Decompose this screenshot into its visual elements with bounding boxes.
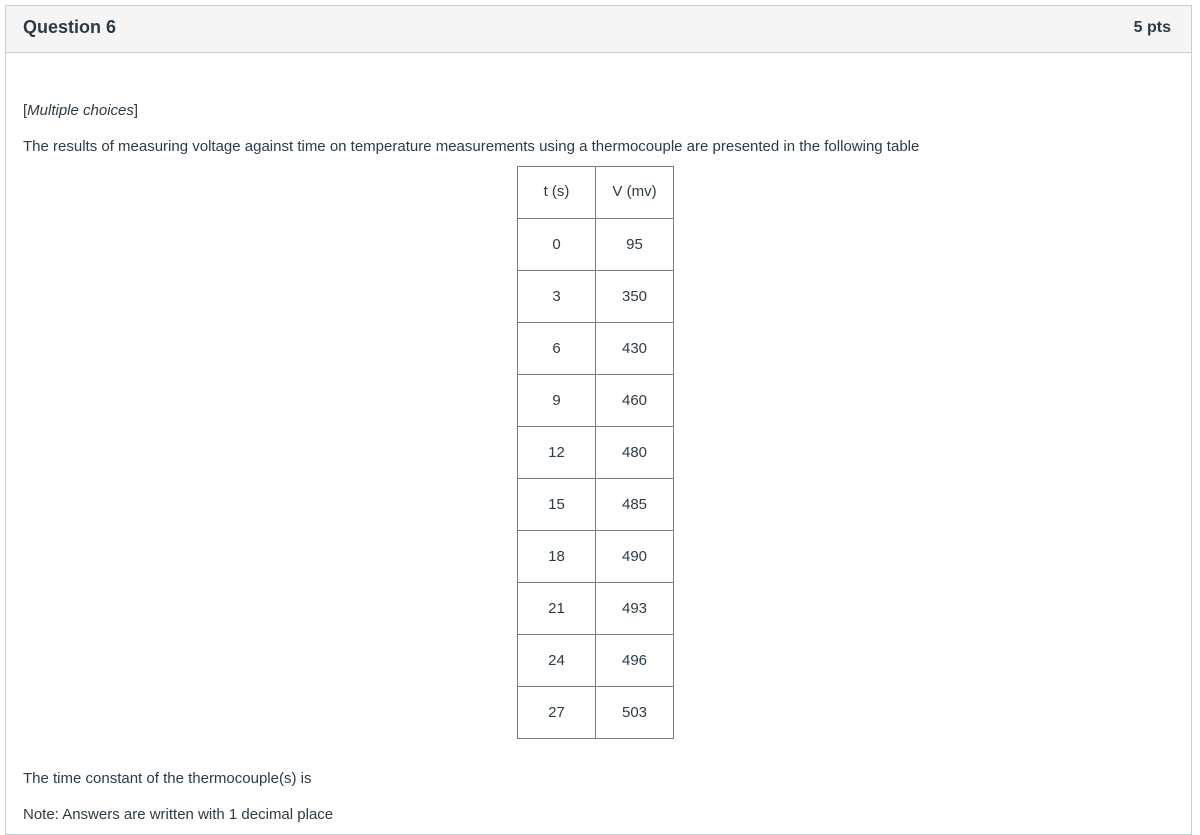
question-intro: The results of measuring voltage against time on temperature measurements using a thermocouple are presented in the following table <box>23 138 920 155</box>
tag-close-bracket: ] <box>133 102 139 119</box>
cell-time: 18 <box>518 531 596 583</box>
cell-voltage: 496 <box>596 635 674 687</box>
cell-voltage: 503 <box>596 687 674 739</box>
question-title: Question 6 <box>23 17 117 37</box>
table-row <box>518 635 674 687</box>
question-prompt: The time constant of the thermocouple(s) is <box>23 770 312 787</box>
cell-voltage: 485 <box>596 479 674 531</box>
column-header-voltage: V (mv) <box>596 167 674 219</box>
table-row <box>518 531 674 583</box>
cell-time: 21 <box>518 583 596 635</box>
tag-open-bracket: [ <box>23 102 28 119</box>
cell-time: 12 <box>518 427 596 479</box>
cell-time: 6 <box>518 323 596 375</box>
cell-time: 24 <box>518 635 596 687</box>
cell-voltage: 480 <box>596 427 674 479</box>
cell-voltage: 95 <box>596 219 674 271</box>
tag-text: Multiple choices <box>27 102 134 119</box>
question-points: 5 pts <box>1133 19 1171 36</box>
table-row <box>518 271 674 323</box>
table-row <box>518 219 674 271</box>
question-type-tag <box>23 102 138 119</box>
table-row <box>518 427 674 479</box>
cell-time: 15 <box>518 479 596 531</box>
cell-voltage: 430 <box>596 323 674 375</box>
cell-time: 9 <box>518 375 596 427</box>
column-header-time: t (s) <box>518 167 596 219</box>
answer-format-note: Note: Answers are written with 1 decimal place <box>23 806 334 823</box>
table-row <box>518 687 674 739</box>
cell-voltage: 493 <box>596 583 674 635</box>
question-card <box>5 5 1192 835</box>
table-header-row <box>518 167 674 219</box>
table-row <box>518 583 674 635</box>
cell-time: 3 <box>518 271 596 323</box>
table-row <box>518 323 674 375</box>
table-row <box>518 375 674 427</box>
cell-time: 27 <box>518 687 596 739</box>
question-header <box>6 6 1191 53</box>
cell-time: 0 <box>518 219 596 271</box>
cell-voltage: 350 <box>596 271 674 323</box>
table-row <box>518 479 674 531</box>
measurement-table <box>517 166 674 739</box>
cell-voltage: 490 <box>596 531 674 583</box>
cell-voltage: 460 <box>596 375 674 427</box>
